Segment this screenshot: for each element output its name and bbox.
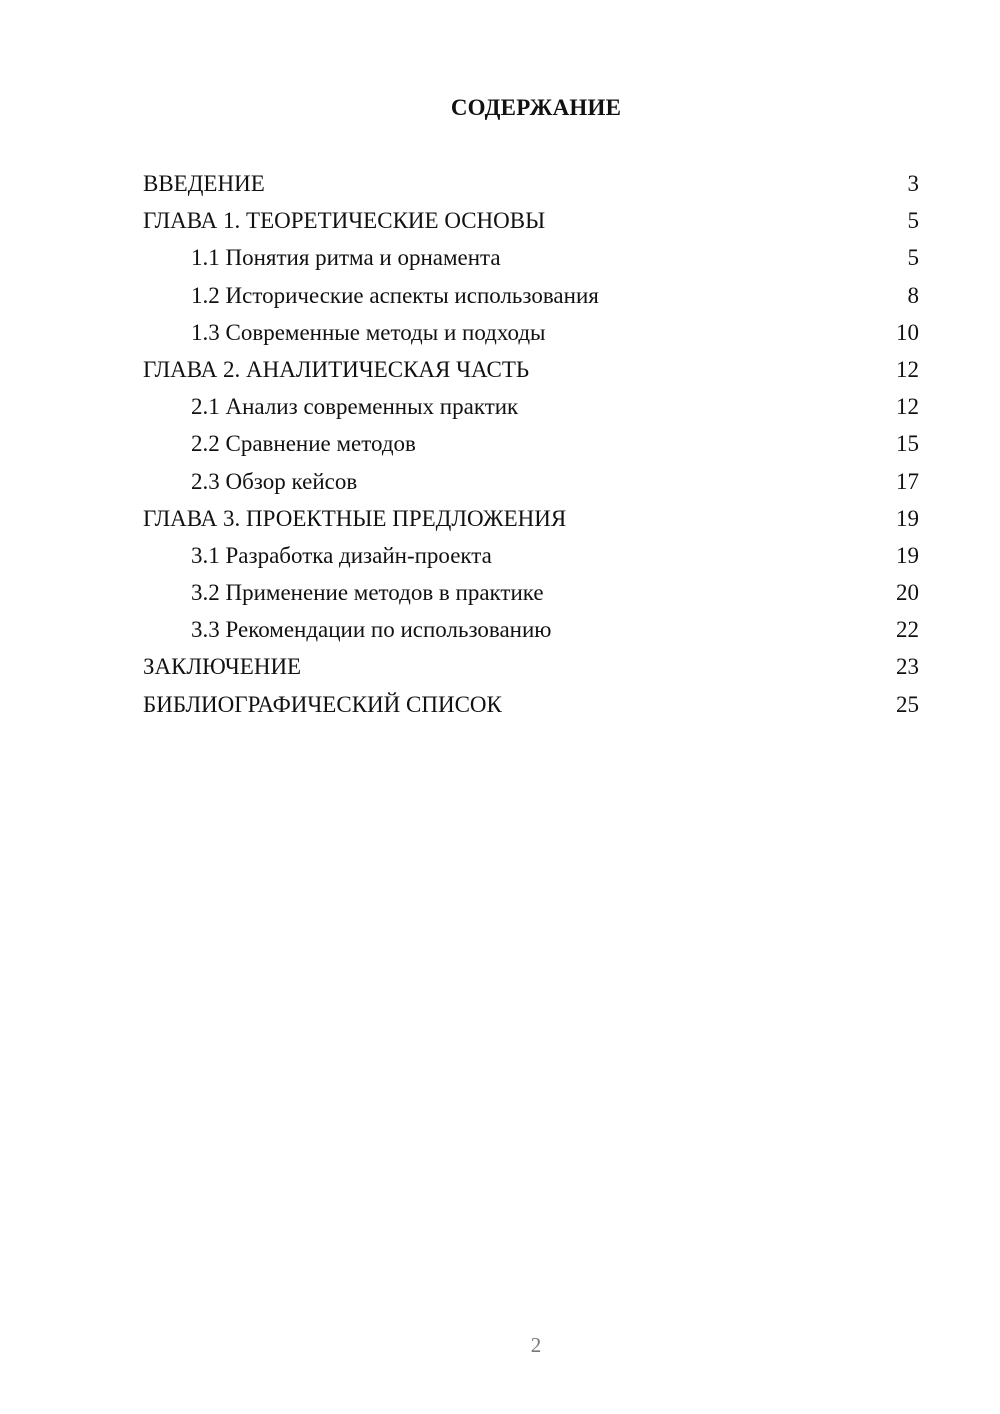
- page-title: СОДЕРЖАНИЕ: [450, 95, 622, 120]
- toc-entry: [143, 651, 919, 688]
- toc-entry-label: 1.1 Понятия ритма и орнамента: [191, 245, 501, 271]
- toc-entry-page: 3: [907, 171, 919, 196]
- toc-entry-label: ЗАКЛЮЧЕНИЕ: [143, 654, 302, 680]
- toc-entry-page: 10: [896, 319, 919, 345]
- toc-entry: [143, 205, 919, 242]
- toc-entry: [143, 317, 919, 354]
- toc-entry: [143, 466, 919, 503]
- toc-entry-label: БИБЛИОГРАФИЧЕСКИЙ СПИСОК: [143, 691, 502, 717]
- toc-entry-label: 3.2 Применение методов в практике: [191, 580, 544, 606]
- toc-entry-label: 3.1 Разработка дизайн-проекта: [191, 542, 492, 568]
- toc-entry: [143, 689, 919, 726]
- toc-entry: [143, 614, 919, 651]
- toc-entry-page: 12: [896, 394, 919, 420]
- toc-entry-label: 1.2 Исторические аспекты использования: [191, 282, 599, 308]
- toc-entry: [143, 577, 919, 614]
- toc-entry: [143, 391, 919, 428]
- toc-entry: [143, 280, 919, 317]
- toc-entry-page: 19: [896, 542, 919, 568]
- toc-entry-page: 17: [896, 468, 919, 494]
- toc-entry-page: 5: [907, 208, 919, 234]
- toc-entry-page: 23: [896, 654, 919, 680]
- toc-entry-page: 22: [896, 617, 919, 643]
- toc-entry-page: 20: [896, 580, 919, 606]
- toc-entry-page: 25: [896, 691, 919, 717]
- toc-entry-label: ГЛАВА 2. АНАЛИТИЧЕСКАЯ ЧАСТЬ: [143, 356, 530, 382]
- toc-entry: [143, 540, 919, 577]
- toc-entry-label: 2.3 Обзор кейсов: [191, 468, 358, 494]
- toc-entry-label: 2.2 Сравнение методов: [191, 431, 416, 457]
- page-number: 2: [530, 1333, 542, 1357]
- toc-entry-page: 15: [896, 431, 919, 457]
- toc-entry-label: 2.1 Анализ современных практик: [191, 394, 519, 420]
- table-of-contents: [143, 168, 919, 726]
- toc-entry-label: ГЛАВА 1. ТЕОРЕТИЧЕСКИЕ ОСНОВЫ: [143, 208, 546, 234]
- toc-entry: [143, 354, 919, 391]
- toc-entry-page: 19: [896, 505, 919, 531]
- toc-entry-label: ГЛАВА 3. ПРОЕКТНЫЕ ПРЕДЛОЖЕНИЯ: [143, 505, 567, 531]
- toc-entry: [143, 242, 919, 279]
- toc-entry-label: ВВЕДЕНИЕ: [143, 171, 265, 196]
- toc-entry: [143, 503, 919, 540]
- toc-entry-page: 5: [907, 245, 919, 271]
- toc-entry-label: 1.3 Современные методы и подходы: [191, 319, 546, 345]
- toc-entry-page: 12: [896, 356, 919, 382]
- toc-entry-label: 3.3 Рекомендации по использованию: [191, 617, 552, 643]
- toc-entry: [143, 428, 919, 465]
- toc-entry: [143, 168, 919, 205]
- toc-entry-page: 8: [907, 282, 919, 308]
